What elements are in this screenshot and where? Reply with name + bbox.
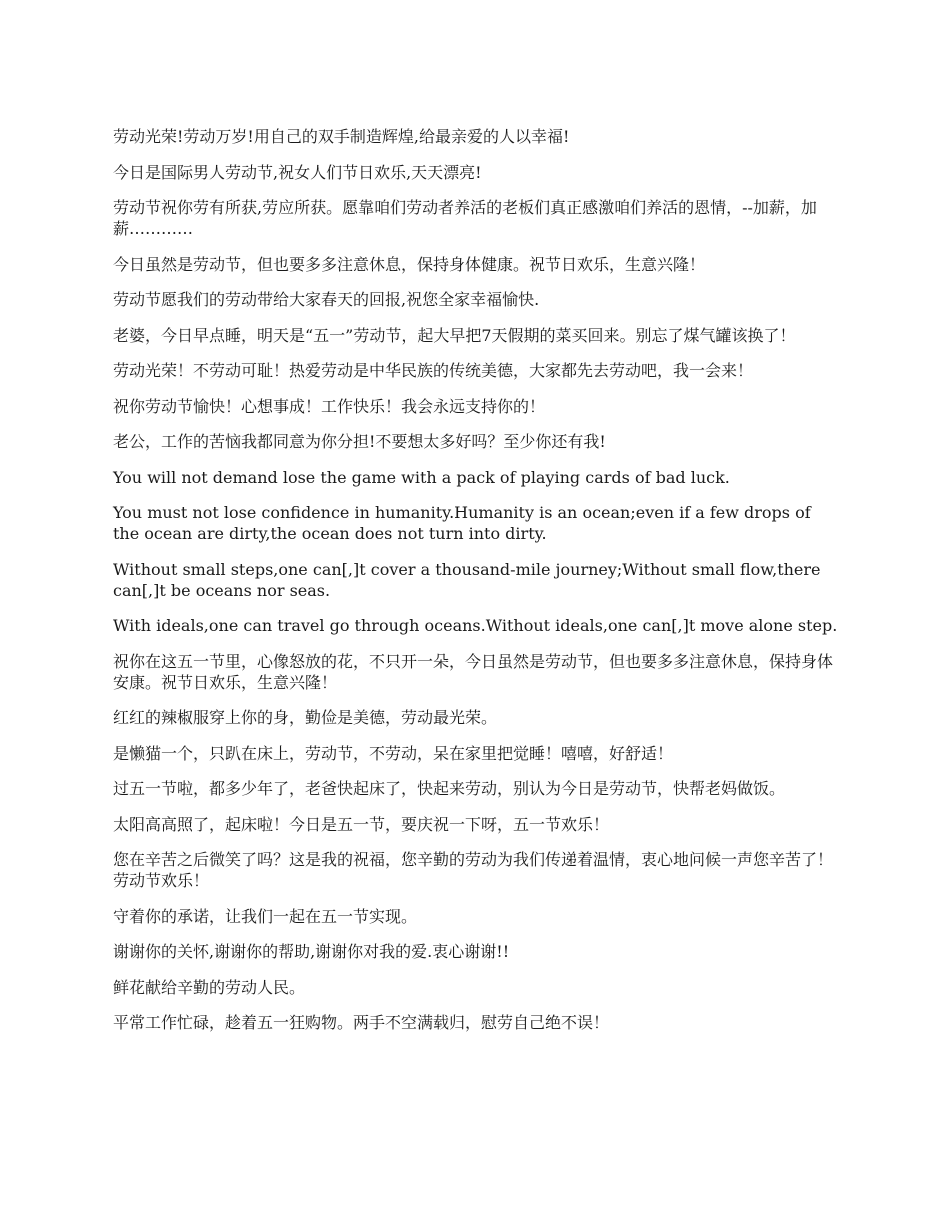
paragraph-16: 是懒猫一个，只趴在床上，劳动节，不劳动，呆在家里把觉睡！嘻嘻，好舒适！ [113,743,674,763]
paragraph-12: Without small steps,one can[,]t cover a thousand-mile journey;Without small flow,there can[,]t be oceans nor seas. [113,559,821,600]
paragraph-1: 劳动光荣!劳动万岁!用自己的双手制造辉煌,给最亲爱的人以幸福! [113,127,570,146]
paragraph-14: 祝你在这五一节里，心像怒放的花，不只开一朵，今日虽然是劳动节，但也要多多注意休息，保持身体安康。祝节日欢乐，生意兴隆！ [113,651,834,692]
paragraph-13: With ideals,one can travel go through oceans.Without ideals,one can[,]t move alone step. [113,616,838,635]
paragraph-9: 老公，工作的苦恼我都同意为你分担!不要想太多好吗？至少你还有我! [113,432,606,451]
paragraph-22: 鲜花献给辛勤的劳动人民。 [113,977,306,997]
paragraph-5: 劳动节愿我们的劳动带给大家春天的回报,祝您全家幸福愉快. [113,290,540,309]
document-body [113,126,841,1048]
paragraph-6: 老婆，今日早点睡，明天是“五一”劳动节，起大早把7天假期的菜买回来。别忘了煤气罐该换了！ [113,325,796,345]
paragraph-19: 您在辛苦之后微笑了吗？这是我的祝福，您辛勤的劳动为我们传递着温情，衷心地问候一声您辛苦了！劳动节欢乐！ [113,850,834,890]
paragraph-21: 谢谢你的关怀,谢谢你的帮助,谢谢你对我的爱.衷心谢谢!! [113,942,510,961]
paragraph-3: 劳动节祝你劳有所获,劳应所获。愿靠咱们劳动者养活的老板们真正感激咱们养活的恩情，--加薪，加薪………… [113,198,817,238]
paragraph-15: 红红的辣椒服穿上你的身，勤俭是美德，劳动最光荣。 [113,708,498,727]
paragraph-23: 平常工作忙碌，趁着五一狂购物。两手不空满载归，慰劳自己绝不误！ [113,1013,610,1032]
paragraph-10: You will not demand lose the game with a pack of playing cards of bad luck. [113,467,730,487]
paragraph-2: 今日是国际男人劳动节,祝女人们节日欢乐,天天漂亮! [113,162,482,182]
paragraph-4: 今日虽然是劳动节，但也要多多注意休息，保持身体健康。祝节日欢乐，生意兴隆！ [113,254,706,274]
paragraph-8: 祝你劳动节愉快！心想事成！工作快乐！我会永远支持你的！ [113,396,546,416]
paragraph-17: 过五一节啦，都多少年了，老爸快起床了，快起来劳动，别认为今日是劳动节，快帮老妈做饭。 [113,779,786,798]
paragraph-20: 守着你的承诺，让我们一起在五一节实现。 [113,906,418,926]
paragraph-18: 太阳高高照了，起床啦！今日是五一节，要庆祝一下呀，五一节欢乐！ [113,814,610,834]
paragraph-7: 劳动光荣！不劳动可耻！热爱劳动是中华民族的传统美德，大家都先去劳动吧，我一会来！ [113,361,754,380]
paragraph-11: You must not lose confidence in humanity.Humanity is an ocean;even if a few drops of the ocean are dirty,the ocean does not turn into dirty. [113,503,811,543]
